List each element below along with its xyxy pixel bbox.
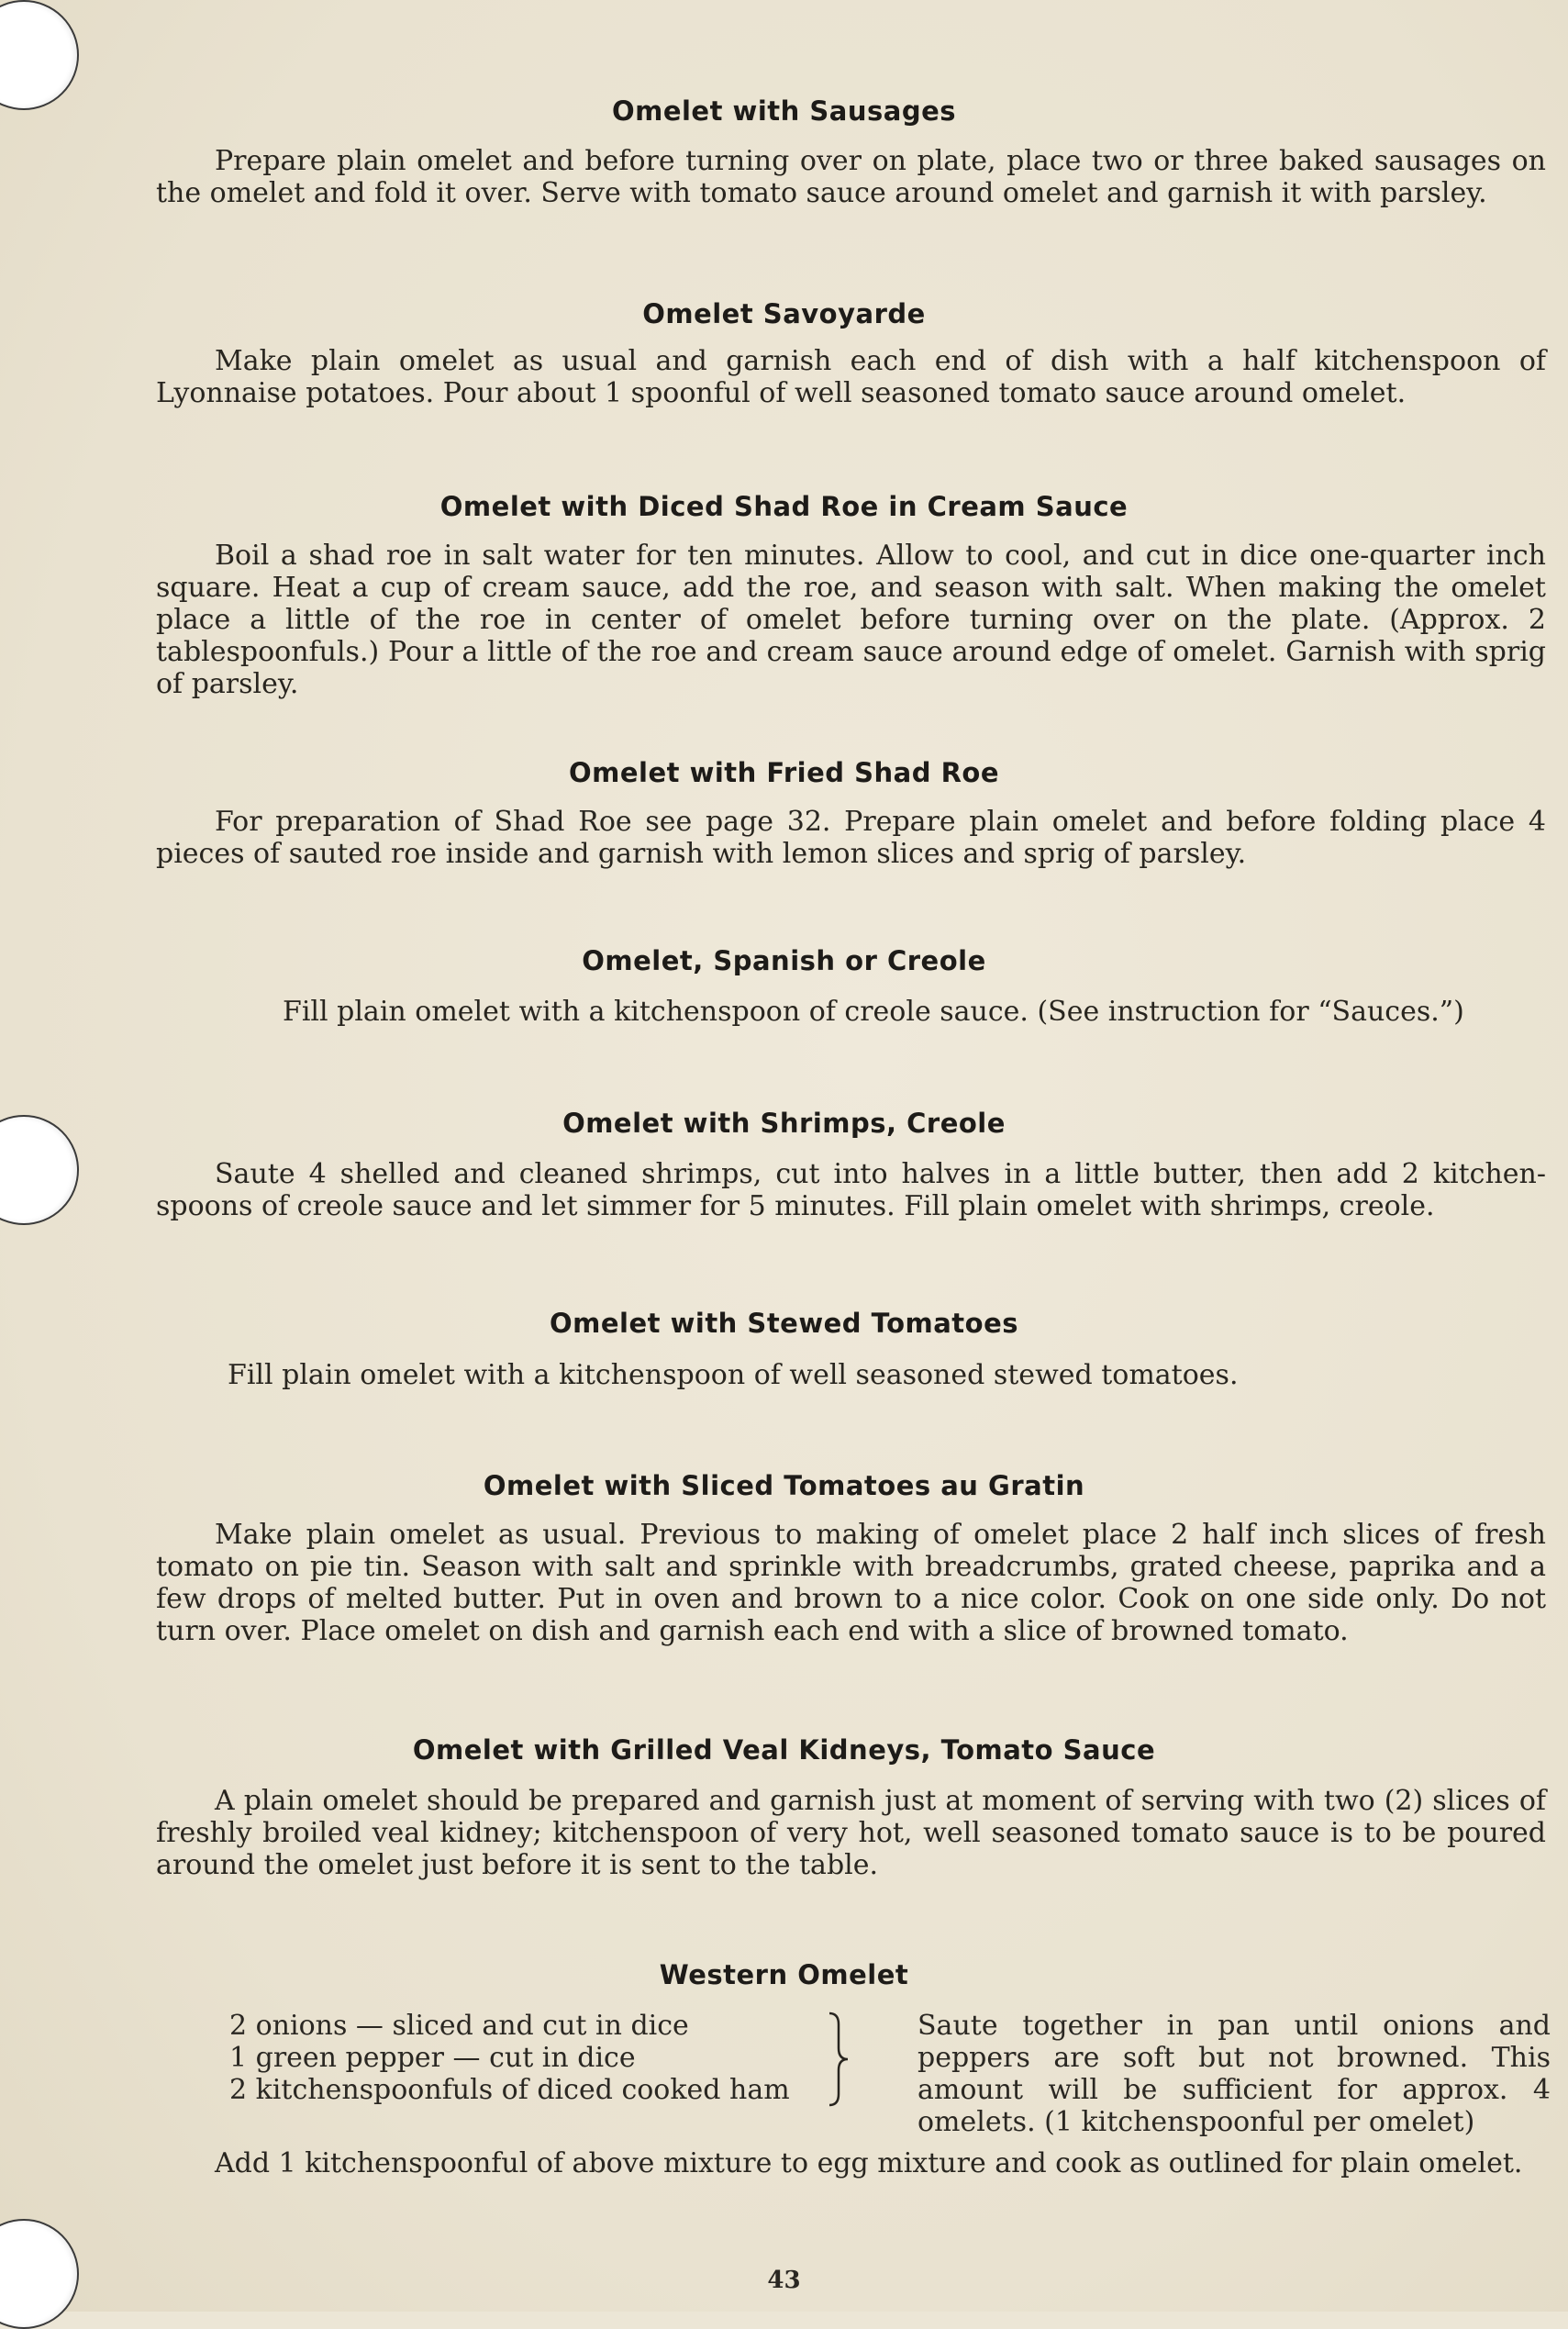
recipe-text: Boil a shad roe in salt water for ten minutes. Allow to cool, and cut in dice one-quarter inch square. Heat a cup of cream sauce, add the roe, and season with salt. When making the omelet place a little of the roe in center of omelet before turning over on the plate. (Approx. 2 tablespoonfuls.) Pour a little of the roe and cream sauce around edge of omelet. Garnish with sprig of parsley. [156,540,1546,700]
page-number: 43 [767,2267,801,2294]
recipe-title: Omelet with Shrimps, Creole [562,1108,1006,1139]
ingredient-line: 1 green pepper — cut in dice [229,2042,636,2074]
recipe-text: Fill plain omelet with a kitchenspoon of creole sauce. (See instruction for “Sauces.”) [283,996,1464,1028]
recipe-text: Prepare plain omelet and before turning over on plate, place two or three baked sausages on the omelet and fold it over. Serve with tomato sauce around omelet and garnish it with parsley. [156,145,1546,209]
recipe-text: A plain omelet should be prepared and garnish just at moment of serving with two (2) slices of freshly broiled veal kidney; kitchenspoon of very hot, well seasoned tomato sauce is to be poured around the omelet just before it is sent to the table. [156,1785,1546,1881]
recipe-title: Omelet with Stewed Tomatoes [549,1308,1019,1339]
recipe-text: Make plain omelet as usual and garnish each end of dish with a half kitchenspoon of Lyonnaise potatoes. Pour about 1 spoonful of well seasoned tomato sauce around omelet. [156,345,1546,409]
recipe-title: Omelet with Diced Shad Roe in Cream Sauce [439,491,1129,522]
western-note: Saute together in pan until onions and peppers are soft but not browned. This amount will be sufficient for approx. 4 omelets. (1 kitchenspoonful per omelet) [917,2010,1551,2138]
recipe-text: Fill plain omelet with a kitchenspoon of well seasoned stewed tomatoes. [228,1359,1239,1391]
recipe-text: Saute 4 shelled and cleaned shrimps, cut into halves in a little butter, then add 2 kitchen-spoons of creole sauce and let simmer for 5 minutes. Fill plain omelet with shrimps, creole. [156,1158,1546,1222]
recipe-title: Omelet, Spanish or Creole [582,945,986,976]
recipe-text: Make plain omelet as usual. Previous to making of omelet place 2 half inch slices of fresh tomato on pie tin. Season with salt and sprinkle with breadcrumbs, grated cheese, paprika and a few drops of melted butter. Put in oven and brown to a nice color. Cook on one side only. Do not turn over. Place omelet on dish and garnish each end with a slice of browned tomato. [156,1519,1546,1647]
recipe-title: Omelet with Sausages [611,95,957,127]
recipe-title: Omelet with Sliced Tomatoes au Gratin [483,1470,1085,1501]
western-ingredients [229,2010,835,2106]
ingredient-line: 2 kitchenspoonfuls of diced cooked ham [229,2074,790,2106]
recipe-title: Omelet Savoyarde [642,298,926,329]
curly-brace-icon [826,2011,853,2107]
recipe-title: Omelet with Fried Shad Roe [568,757,1000,788]
ingredient-line: 2 onions — sliced and cut in dice [229,2010,689,2042]
western-omelet-title: Western Omelet [659,1959,909,1990]
recipe-text: For preparation of Shad Roe see page 32. Prepare plain omelet and before folding place 4 pieces of sauted roe inside and garnish with lemon slices and sprig of parsley. [156,806,1546,870]
western-final-instruction: Add 1 kitchenspoonful of above mixture to egg mixture and cook as outlined for plain omelet. [215,2147,1523,2179]
recipe-title: Omelet with Grilled Veal Kidneys, Tomato Sauce [412,1734,1156,1766]
binder-hole-top [0,0,79,110]
